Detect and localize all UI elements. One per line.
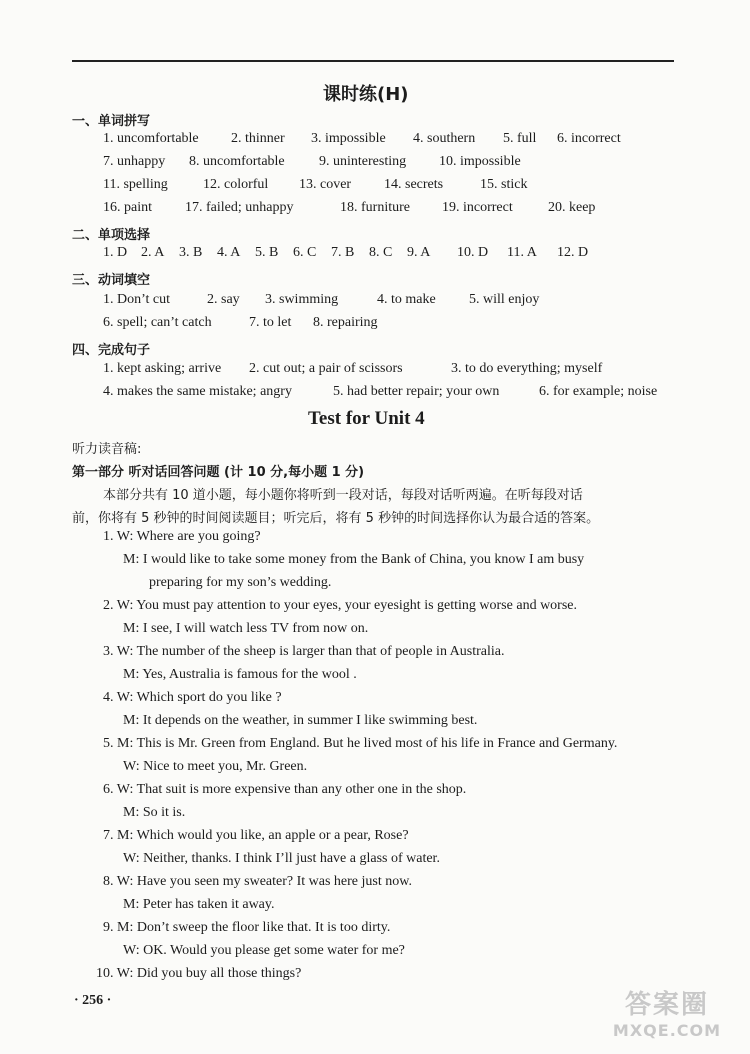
answer-item: 4. southern	[413, 131, 476, 146]
answer-item: 6. incorrect	[557, 131, 621, 146]
choice-row	[103, 245, 588, 261]
dialogue-line: M: So it is.	[123, 805, 186, 820]
dialogue-line: M: It depends on the weather, in summer I like swimming best.	[123, 713, 478, 728]
answer-item: 1. kept asking; arrive	[103, 361, 222, 376]
spelling-row-4	[103, 200, 595, 216]
answer-item: 5. had better repair; your own	[333, 384, 500, 399]
dialogue-line: 10. W: Did you buy all those things?	[96, 966, 302, 981]
answer-item: 15. stick	[480, 177, 528, 192]
answer-item: 17. failed; unhappy	[185, 200, 294, 215]
answer-item: 2. A	[141, 245, 165, 260]
dialogue-line: 4. W: Which sport do you like ?	[103, 690, 282, 705]
answer-item: 12. colorful	[203, 177, 269, 192]
dialogue-line: M: Yes, Australia is famous for the wool .	[123, 667, 357, 682]
answer-item: 6. C	[293, 245, 317, 260]
section-heading-spelling: 一、单词拼写	[72, 114, 151, 129]
answer-item: 8. repairing	[313, 315, 378, 330]
answer-item: 7. unhappy	[103, 154, 166, 169]
verbs-row-1	[103, 292, 539, 308]
answer-item: 9. A	[407, 245, 431, 260]
spelling-row-1	[103, 131, 621, 147]
watermark-text: 答案圈	[624, 990, 709, 1020]
answer-item: 8. C	[369, 245, 393, 260]
spelling-row-2	[103, 154, 521, 170]
answer-item: 4. makes the same mistake; angry	[103, 384, 292, 399]
answer-item: 10. D	[457, 245, 489, 260]
sentences-row-2	[103, 384, 657, 400]
dialogue-line: preparing for my son’s wedding.	[149, 575, 332, 590]
answer-item: 14. secrets	[384, 177, 444, 192]
dialogue-line: 3. W: The number of the sheep is larger than that of people in Australia.	[103, 644, 505, 659]
answer-item: 1. uncomfortable	[103, 131, 199, 146]
answer-item: 6. spell; can’t catch	[103, 315, 212, 330]
test-title: Test for Unit 4	[308, 408, 425, 429]
answer-item: 12. D	[557, 245, 589, 260]
answer-item: 3. impossible	[311, 131, 386, 146]
listening-section-heading: 第一部分 听对话回答问题 (计 10 分,每小题 1 分)	[72, 465, 365, 480]
dialogue-line: M: I would like to take some money from the Bank of China, you know I am busy	[123, 552, 585, 567]
answer-item: 1. D	[103, 245, 128, 260]
answer-item: 9. uninteresting	[319, 154, 407, 169]
answer-item: 18. furniture	[340, 200, 410, 215]
verbs-row-2	[103, 315, 378, 331]
intro-line: 前，你将有 5 秒钟的时间阅读题目；听完后，将有 5 秒钟的时间选择你认为最合适的答案。	[72, 511, 600, 526]
answer-item: 8. uncomfortable	[189, 154, 285, 169]
answer-item: 4. A	[217, 245, 241, 260]
answer-item: 20. keep	[548, 200, 596, 215]
section-heading-sentences: 四、完成句子	[72, 343, 151, 358]
watermark-url: MXQE.COM	[612, 1021, 722, 1040]
dialogue-line: 1. W: Where are you going?	[103, 529, 261, 544]
answer-item: 5. full	[503, 131, 537, 146]
section-heading-choice: 二、单项选择	[72, 228, 151, 243]
dialogue-line: 9. M: Don’t sweep the floor like that. It is too dirty.	[103, 920, 391, 935]
dialogue-line: W: Nice to meet you, Mr. Green.	[123, 759, 308, 774]
answer-item: 5. will enjoy	[469, 292, 540, 307]
dialogue-line: W: Neither, thanks. I think I’ll just have a glass of water.	[123, 851, 440, 866]
answer-item: 16. paint	[103, 200, 152, 215]
dialogue-line: M: I see, I will watch less TV from now on.	[123, 621, 369, 636]
answer-item: 4. to make	[377, 292, 436, 307]
answer-item: 2. cut out; a pair of scissors	[249, 361, 403, 376]
answer-item: 1. Don’t cut	[103, 292, 171, 307]
answer-item: 19. incorrect	[442, 200, 513, 215]
dialogue-line: M: Peter has taken it away.	[123, 897, 275, 912]
answer-item: 2. say	[207, 292, 240, 307]
page-title: 课时练(H)	[323, 84, 409, 105]
dialogue-line: 8. W: Have you seen my sweater? It was here just now.	[103, 874, 412, 889]
dialogue-line: 5. M: This is Mr. Green from England. But he lived most of his life in France and Germany.	[103, 736, 618, 751]
dialogue-line: 7. M: Which would you like, an apple or a pear, Rose?	[103, 828, 409, 843]
answer-item: 3. swimming	[265, 292, 339, 307]
answer-item: 10. impossible	[439, 154, 521, 169]
answer-item: 6. for example; noise	[539, 384, 658, 399]
dialogue-line: W: OK. Would you please get some water for me?	[123, 943, 405, 958]
sentences-row-1	[103, 361, 602, 377]
spelling-row-3	[103, 177, 527, 193]
page-number: · 256 ·	[74, 993, 112, 1008]
section-heading-verbs: 三、动词填空	[72, 273, 151, 288]
answer-item: 7. to let	[249, 315, 292, 330]
answer-item: 11. A	[507, 245, 537, 260]
watermark-logo	[592, 984, 742, 1046]
answer-item: 7. B	[331, 245, 355, 260]
answer-item: 3. B	[179, 245, 203, 260]
answer-item: 2. thinner	[231, 131, 285, 146]
answer-item: 13. cover	[299, 177, 352, 192]
intro-line: 本部分共有 10 道小题，每小题你将听到一段对话，每段对话听两遍。在听每段对话	[103, 488, 583, 503]
answer-item: 11. spelling	[103, 177, 168, 192]
answer-item: 3. to do everything; myself	[451, 361, 603, 376]
dialogue-line: 2. W: You must pay attention to your eyes, your eyesight is getting worse and worse.	[103, 598, 577, 613]
answer-item: 5. B	[255, 245, 279, 260]
top-rule	[72, 60, 674, 62]
listening-label: 听力读音稿:	[72, 442, 142, 457]
dialogue-line: 6. W: That suit is more expensive than any other one in the shop.	[103, 782, 467, 797]
